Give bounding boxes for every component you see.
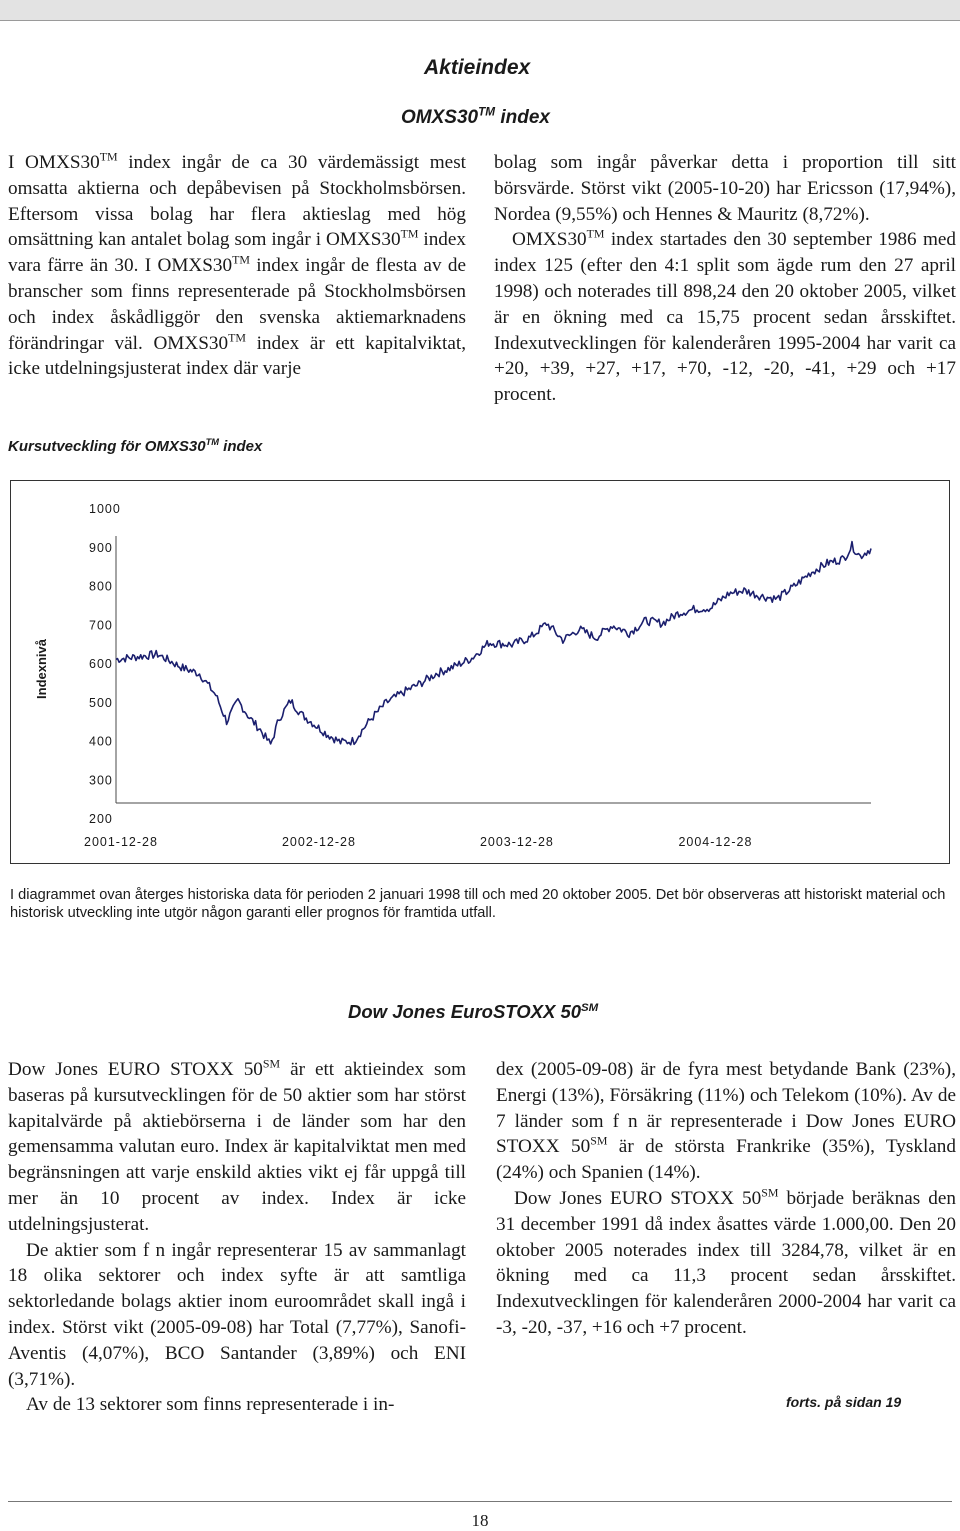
stoxx-countries-paragraph: dex (2005-09-08) är de fyra mest betydande Bank (23%), Energi (13%), Försäkring (11%) och Telekom (10%). Av de 7 länder som f n är representerade i Dow Jones EURO STOXX 50℠ är de största Frankrike (35%), Tyskland (24%) och Spanien (14%). bbox=[496, 1059, 956, 1184]
y-tick-200: 200 bbox=[89, 812, 113, 826]
y-tick-800: 800 bbox=[89, 579, 113, 594]
series-line-omxs30 bbox=[116, 542, 871, 745]
continued-note: forts. på sidan 19 bbox=[786, 1394, 902, 1410]
x-tick-2001-12-28: 2001-12-28 bbox=[84, 835, 158, 849]
y-tick-900: 900 bbox=[89, 540, 113, 555]
omx-right-column bbox=[494, 150, 956, 408]
x-tick-2003-12-28: 2003-12-28 bbox=[479, 835, 554, 849]
chart-series bbox=[116, 542, 871, 745]
y-axis-label: Indexnivå bbox=[34, 639, 49, 699]
y-tick-300: 300 bbox=[89, 773, 113, 788]
y-tick-700: 700 bbox=[89, 618, 113, 633]
stoxx-left-column bbox=[8, 1057, 466, 1418]
page-number: 18 bbox=[471, 1511, 489, 1530]
y-tick-400: 400 bbox=[89, 734, 113, 749]
top-header-band bbox=[0, 0, 960, 21]
omx-weights-paragraph: bolag som ingår påverkar detta i proportion till sitt börsvärde. Störst vikt (2005-10-20) har Ericsson (17,94%), Nordea (9,55%) och Hennes & Mauritz (8,72%). bbox=[494, 152, 956, 225]
stoxx-sectors-paragraph: De aktier som f n ingår representerar 15 av sammanlagt 18 olika sektorer och index syfte är att samtliga sektorledande bolags aktier inom euroområdet skall ingå i index. Störst vikt (2005-09-08) har Total (7,77%), Sanofi-Aventis (4,07%), BCO Santander (3,89%) och ENI (3,71%). bbox=[8, 1239, 466, 1390]
stoxx-history-paragraph: Dow Jones EURO STOXX 50℠ började beräknas den 31 december 1991 då index åsattes värde 1.000,00. Den 20 oktober 2005 noterades index till 3284,78, vilket är en ökning med ca 11,3 procent sedan årsskiftet. Indexutvecklingen för kalenderåren 2000-2004 har varit ca -3, -20, -37, +16 och +7 procent. bbox=[496, 1185, 956, 1338]
omx-left-column bbox=[8, 150, 466, 382]
omx-chart-frame bbox=[10, 480, 950, 864]
stoxx-right-column bbox=[496, 1057, 956, 1341]
x-tick-2002-12-28: 2002-12-28 bbox=[281, 835, 356, 849]
stoxx-section-title: Dow Jones EuroSTOXX 50℠ bbox=[348, 1001, 599, 1022]
y-tick-500: 500 bbox=[89, 695, 113, 710]
stoxx-intro-paragraph: Dow Jones EURO STOXX 50℠ är ett aktieindex som baseras på kursutvecklingen för de 50 aktier som har störst kapitalvärde på aktiebörserna i de länder som har den gemensamma valutan euro. Index är kapitalviktat men med begränsningen att varje enskild akties vikt ej får uppgå till mer än 10 procent av index. Index är icke utdelningsjusterat. bbox=[8, 1056, 466, 1235]
y-tick-1000: 1000 bbox=[89, 502, 121, 516]
omx-intro-paragraph: I OMXS30™ index ingår de ca 30 värdemässigt mest omsatta aktierna och depåbevisen på Stockholmsbörsen. Eftersom vissa bolag har flera aktieslag med hög omsättning kan antalet bolag som ingår i OMXS30™ index vara färre än 30. I OMXS30™ index ingår de flesta av de branscher som finns representerade på Stockholmsbörsen och index åskådliggör den svenska aktiemarknadens förändringar väl. OMXS30™ index är ett kapitalviktat, icke utdelningsjusterat index där varje bbox=[8, 149, 467, 380]
omx-history-paragraph: OMXS30™ index startades den 30 september 1986 med index 125 (efter den 4:1 split som ägde rum den 27 april 1998) och noterades till 898,24 den 20 oktober 2005, vilket är en ökning med ca 15,75 procent sedan årsskiftet. Indexutvecklingen för kalenderåren 1995-2004 har varit ca +20, +39, +27, +17, +70, -12, -20, -41, +29 och +17 procent. bbox=[494, 227, 956, 406]
chart-caption: Kursutveckling för OMXS30™ index bbox=[8, 437, 263, 455]
omx-section-title: OMXS30™ index bbox=[401, 105, 550, 128]
x-tick-2004-12-28: 2004-12-28 bbox=[678, 835, 753, 849]
stoxx-sectors-continued: Av de 13 sektorer som finns representerade i in- bbox=[26, 1394, 395, 1416]
footer-rule bbox=[8, 1501, 952, 1502]
x-tick-labels bbox=[84, 835, 752, 849]
y-tick-600: 600 bbox=[89, 657, 113, 671]
section-label: Aktieindex bbox=[424, 56, 531, 79]
chart-disclaimer: I diagrammet ovan återges historiska data för perioden 2 januari 1998 till och med 20 oktober 2005. Det bör observeras att historiskt material och historisk utveckling inte utgör någon garanti eller prognos för framtida utfall. bbox=[10, 887, 946, 921]
omx-chart bbox=[11, 481, 949, 863]
